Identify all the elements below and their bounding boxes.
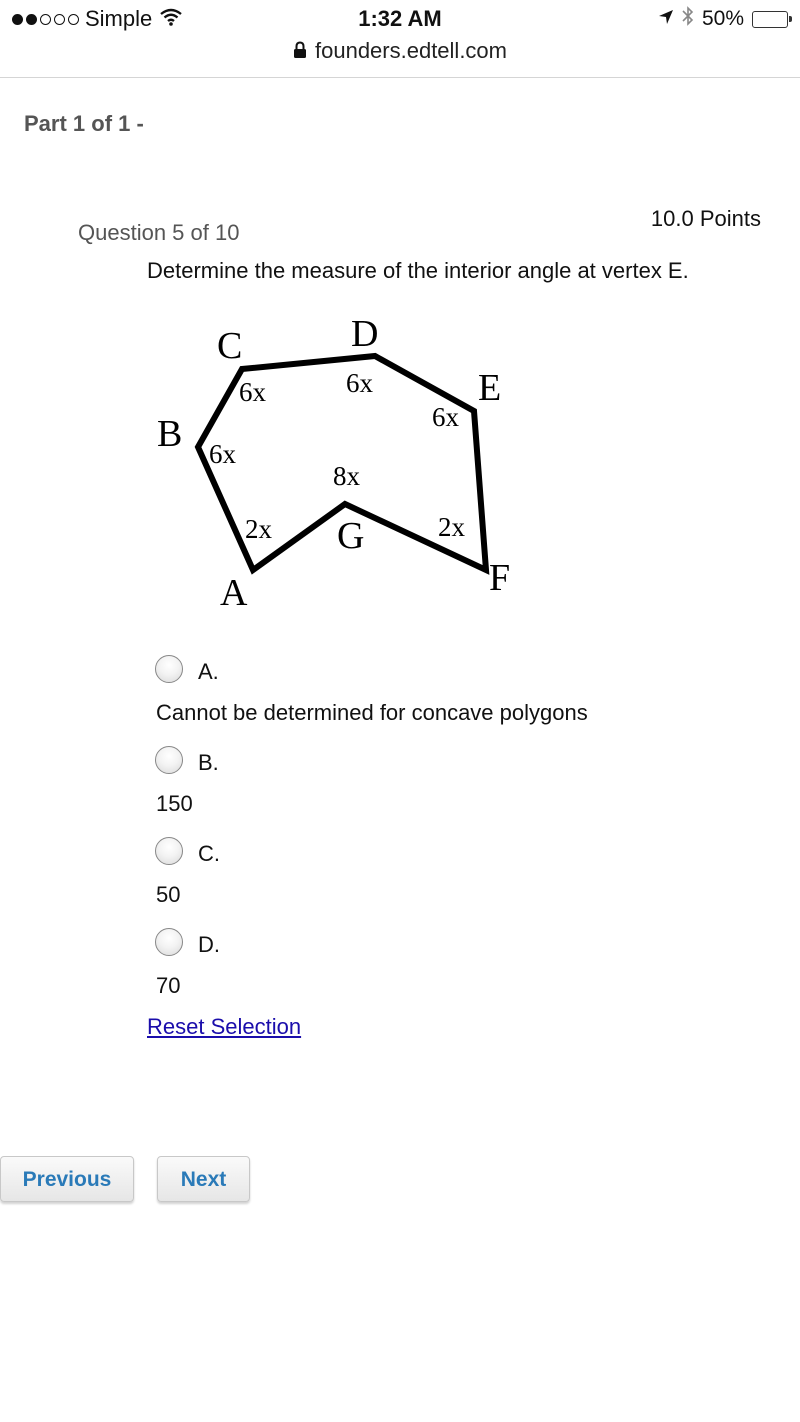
choice-b[interactable] <box>155 746 219 775</box>
radio-button-a[interactable] <box>155 655 183 683</box>
choice-d[interactable] <box>155 928 220 957</box>
vertex-label-g: G <box>337 515 365 557</box>
angle-label-a: 2x <box>245 514 272 544</box>
divider <box>0 77 800 78</box>
carrier-name: Simple <box>85 6 153 31</box>
bluetooth-icon <box>682 6 694 32</box>
choice-letter-b: B. <box>198 750 219 775</box>
battery-percent: 50% <box>701 7 744 30</box>
clock: 1:32 AM <box>358 6 442 31</box>
previous-button[interactable]: Previous <box>0 1156 134 1202</box>
reset-selection-link[interactable]: Reset Selection <box>147 1014 302 1039</box>
choice-text-a: Cannot be determined for concave polygons <box>156 700 588 725</box>
question-number: Question 5 of 10 <box>78 220 240 245</box>
polygon-diagram <box>150 310 530 610</box>
battery-icon <box>752 11 788 28</box>
vertex-label-b: B <box>157 413 183 455</box>
vertex-label-a: A <box>220 572 248 610</box>
part-title: Part 1 of 1 - <box>24 111 144 136</box>
choice-letter-a: A. <box>198 659 219 684</box>
choice-letter-d: D. <box>198 932 220 957</box>
location-arrow-icon <box>658 7 674 31</box>
next-button[interactable]: Next <box>157 1156 250 1202</box>
vertex-label-e: E <box>478 367 502 409</box>
address-bar[interactable] <box>0 38 800 76</box>
angle-label-d: 6x <box>346 368 373 398</box>
question-prompt: Determine the measure of the interior angle at vertex E. <box>147 258 689 283</box>
choice-text-c: 50 <box>156 882 181 907</box>
vertex-label-f: F <box>489 557 511 599</box>
url-text: founders.edtell.com <box>315 38 507 63</box>
radio-button-b[interactable] <box>155 746 183 774</box>
angle-label-g: 8x <box>333 461 360 491</box>
angle-label-c: 6x <box>239 377 266 407</box>
choice-text-d: 70 <box>156 973 181 998</box>
vertex-label-d: D <box>351 313 379 355</box>
choice-text-b: 150 <box>156 791 193 816</box>
radio-button-c[interactable] <box>155 837 183 865</box>
points-label: 10.0 Points <box>650 206 761 231</box>
choice-letter-c: C. <box>198 841 220 866</box>
angle-label-b: 6x <box>209 439 236 469</box>
angle-label-e: 6x <box>432 402 459 432</box>
vertex-label-c: C <box>217 325 243 367</box>
choice-c[interactable] <box>155 837 220 866</box>
choice-a[interactable] <box>155 655 219 684</box>
polygon-figure <box>150 310 530 615</box>
status-right <box>658 6 788 32</box>
radio-button-d[interactable] <box>155 928 183 956</box>
lock-icon <box>293 39 307 65</box>
angle-label-f: 2x <box>438 512 465 542</box>
status-bar <box>0 0 800 40</box>
